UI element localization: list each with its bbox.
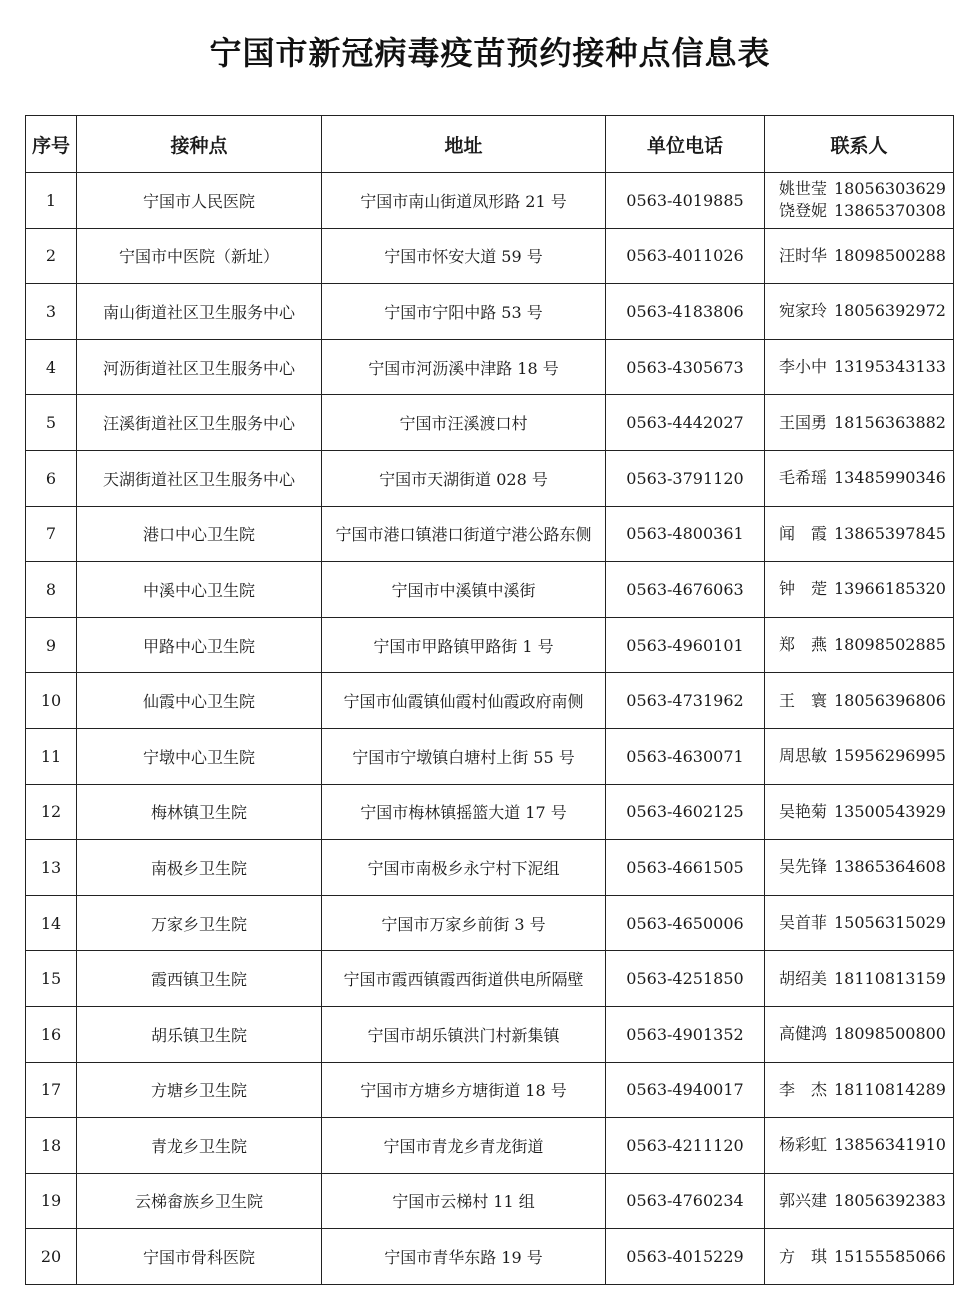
cell-phone: 0563-4602125: [606, 784, 765, 840]
cell-phone: 0563-4251850: [606, 951, 765, 1007]
contact-entry: [765, 745, 953, 767]
contact-entry: [765, 300, 953, 322]
contact-entry: [765, 1246, 953, 1268]
contact-entry: [765, 523, 953, 545]
cell-seq: 13: [26, 840, 77, 896]
cell-contact: [765, 1006, 954, 1062]
contact-entry: [765, 178, 953, 200]
cell-seq: 2: [26, 228, 77, 284]
contact-phone: 13865370308: [834, 201, 946, 221]
contact-name: 吴艳菊: [778, 801, 827, 821]
cell-seq: 9: [26, 617, 77, 673]
cell-phone: 0563-4630071: [606, 728, 765, 784]
cell-site: 宁国市人民医院: [77, 173, 322, 229]
cell-contact: [765, 1173, 954, 1229]
header-address: 地址: [322, 116, 606, 173]
vaccination-sites-table: [25, 115, 954, 1285]
contact-entry: [765, 1079, 953, 1101]
table-row: [26, 617, 954, 673]
contact-name: 姚世莹: [778, 179, 827, 199]
cell-phone: 0563-4211120: [606, 1118, 765, 1174]
cell-seq: 16: [26, 1006, 77, 1062]
cell-address: 宁国市天湖街道 028 号: [322, 450, 606, 506]
cell-site: 万家乡卫生院: [77, 895, 322, 951]
contact-phone: 13485990346: [834, 468, 946, 488]
cell-address: 宁国市汪溪渡口村: [322, 395, 606, 451]
contact-name: 李小中: [778, 357, 827, 377]
cell-address: 宁国市港口镇港口街道宁港公路东侧: [322, 506, 606, 562]
cell-contact: [765, 395, 954, 451]
contact-name: 饶登妮: [778, 201, 827, 221]
contact-phone: 15956296995: [834, 746, 946, 766]
contact-entry: [765, 578, 953, 600]
cell-phone: 0563-4650006: [606, 895, 765, 951]
cell-phone: 0563-4800361: [606, 506, 765, 562]
contact-entry: [765, 856, 953, 878]
cell-seq: 6: [26, 450, 77, 506]
cell-seq: 15: [26, 951, 77, 1007]
cell-address: 宁国市霞西镇霞西街道供电所隔壁: [322, 951, 606, 1007]
contact-phone: 13966185320: [834, 579, 946, 599]
cell-phone: 0563-3791120: [606, 450, 765, 506]
table-row: [26, 339, 954, 395]
contact-entry: [765, 634, 953, 656]
table-row: [26, 1062, 954, 1118]
contact-phone: 18156363882: [834, 412, 946, 432]
table-row: [26, 450, 954, 506]
page-title: 宁国市新冠病毒疫苗预约接种点信息表: [209, 34, 771, 72]
table-row: [26, 1118, 954, 1174]
table-row: [26, 506, 954, 562]
contact-name: 钟 萣: [778, 579, 827, 599]
cell-address: 宁国市甲路镇甲路街 1 号: [322, 617, 606, 673]
cell-address: 宁国市仙霞镇仙霞村仙霞政府南侧: [322, 673, 606, 729]
contact-entry: [765, 1190, 953, 1212]
cell-site: 宁国市骨科医院: [77, 1229, 322, 1285]
cell-contact: [765, 284, 954, 340]
cell-phone: 0563-4901352: [606, 1006, 765, 1062]
cell-address: 宁国市南山街道凤形路 21 号: [322, 173, 606, 229]
contact-phone: 13500543929: [834, 801, 946, 821]
cell-site: 霞西镇卫生院: [77, 951, 322, 1007]
table-row: [26, 840, 954, 896]
cell-contact: [765, 840, 954, 896]
cell-seq: 18: [26, 1118, 77, 1174]
contact-name: 郭兴建: [778, 1190, 827, 1210]
cell-address: 宁国市南极乡永宁村下泥组: [322, 840, 606, 896]
table-row: [26, 1229, 954, 1285]
cell-seq: 14: [26, 895, 77, 951]
cell-contact: [765, 228, 954, 284]
cell-seq: 10: [26, 673, 77, 729]
table-body: [26, 173, 954, 1285]
cell-seq: 8: [26, 562, 77, 618]
cell-seq: 1: [26, 173, 77, 229]
contact-phone: 13865397845: [834, 523, 946, 543]
contact-name: 吴首菲: [778, 913, 827, 933]
table-row: [26, 395, 954, 451]
contact-name: 吴先锋: [778, 857, 827, 877]
cell-seq: 4: [26, 339, 77, 395]
cell-site: 方塘乡卫生院: [77, 1062, 322, 1118]
table-row: [26, 951, 954, 1007]
contact-entry: [765, 245, 953, 267]
cell-address: 宁国市河沥溪中津路 18 号: [322, 339, 606, 395]
contact-phone: 18056392383: [834, 1190, 946, 1210]
contact-phone: 18110814289: [834, 1079, 946, 1099]
cell-phone: 0563-4676063: [606, 562, 765, 618]
contact-phone: 18098502885: [834, 635, 946, 655]
cell-contact: [765, 673, 954, 729]
cell-seq: 12: [26, 784, 77, 840]
cell-address: 宁国市云梯村 11 组: [322, 1173, 606, 1229]
cell-seq: 11: [26, 728, 77, 784]
cell-phone: 0563-4015229: [606, 1229, 765, 1285]
cell-phone: 0563-4661505: [606, 840, 765, 896]
cell-phone: 0563-4731962: [606, 673, 765, 729]
cell-site: 甲路中心卫生院: [77, 617, 322, 673]
contact-entry: [765, 690, 953, 712]
header-contact: 联系人: [765, 116, 954, 173]
cell-site: 青龙乡卫生院: [77, 1118, 322, 1174]
cell-seq: 20: [26, 1229, 77, 1285]
cell-seq: 19: [26, 1173, 77, 1229]
cell-site: 河沥街道社区卫生服务中心: [77, 339, 322, 395]
cell-site: 宁国市中医院（新址）: [77, 228, 322, 284]
cell-seq: 7: [26, 506, 77, 562]
cell-seq: 17: [26, 1062, 77, 1118]
contact-name: 胡绍美: [778, 968, 827, 988]
contact-entry: [765, 412, 953, 434]
cell-contact: [765, 1118, 954, 1174]
contact-phone: 18110813159: [834, 968, 946, 988]
contact-phone: 13195343133: [834, 357, 946, 377]
header-seq: 序号: [26, 116, 77, 173]
contact-name: 周思敏: [778, 746, 827, 766]
contact-phone: 18056396806: [834, 690, 946, 710]
cell-seq: 3: [26, 284, 77, 340]
contact-name: 方 琪: [778, 1246, 827, 1266]
cell-address: 宁国市怀安大道 59 号: [322, 228, 606, 284]
cell-phone: 0563-4442027: [606, 395, 765, 451]
table-row: [26, 284, 954, 340]
cell-phone: 0563-4183806: [606, 284, 765, 340]
cell-contact: [765, 339, 954, 395]
cell-phone: 0563-4305673: [606, 339, 765, 395]
table-row: [26, 228, 954, 284]
cell-address: 宁国市宁墩镇白塘村上街 55 号: [322, 728, 606, 784]
cell-site: 云梯畲族乡卫生院: [77, 1173, 322, 1229]
cell-address: 宁国市青华东路 19 号: [322, 1229, 606, 1285]
cell-site: 南山街道社区卫生服务中心: [77, 284, 322, 340]
cell-contact: [765, 506, 954, 562]
contact-phone: 18056392972: [834, 301, 946, 321]
contact-name: 闻 霞: [778, 523, 827, 543]
cell-contact: [765, 173, 954, 229]
cell-contact: [765, 1062, 954, 1118]
contact-name: 杨彩虹: [778, 1135, 827, 1155]
cell-site: 宁墩中心卫生院: [77, 728, 322, 784]
cell-contact: [765, 562, 954, 618]
cell-site: 仙霞中心卫生院: [77, 673, 322, 729]
cell-address: 宁国市青龙乡青龙街道: [322, 1118, 606, 1174]
contact-name: 汪时华: [778, 245, 827, 265]
contact-phone: 18056303629: [834, 179, 946, 199]
contact-entry: [765, 1023, 953, 1045]
table-row: [26, 173, 954, 229]
contact-name: 郑 燕: [778, 635, 827, 655]
cell-contact: [765, 784, 954, 840]
contact-phone: 15056315029: [834, 913, 946, 933]
contact-entry: [765, 912, 953, 934]
cell-contact: [765, 617, 954, 673]
cell-phone: 0563-4760234: [606, 1173, 765, 1229]
cell-site: 中溪中心卫生院: [77, 562, 322, 618]
cell-site: 胡乐镇卫生院: [77, 1006, 322, 1062]
contact-entry: [765, 801, 953, 823]
cell-phone: 0563-4011026: [606, 228, 765, 284]
contact-phone: 18098500800: [834, 1024, 946, 1044]
cell-address: 宁国市万家乡前街 3 号: [322, 895, 606, 951]
contact-name: 李 杰: [778, 1079, 827, 1099]
contact-entry: [765, 968, 953, 990]
cell-contact: [765, 951, 954, 1007]
cell-contact: [765, 728, 954, 784]
header-phone: 单位电话: [606, 116, 765, 173]
cell-site: 汪溪街道社区卫生服务中心: [77, 395, 322, 451]
cell-site: 梅林镇卫生院: [77, 784, 322, 840]
cell-address: 宁国市方塘乡方塘街道 18 号: [322, 1062, 606, 1118]
table-row: [26, 1006, 954, 1062]
cell-phone: 0563-4019885: [606, 173, 765, 229]
contact-phone: 18098500288: [834, 245, 946, 265]
table-row: [26, 784, 954, 840]
contact-name: 王国勇: [778, 412, 827, 432]
table-row: [26, 895, 954, 951]
cell-contact: [765, 450, 954, 506]
cell-phone: 0563-4960101: [606, 617, 765, 673]
contact-entry: [765, 467, 953, 489]
contact-phone: 15155585066: [834, 1246, 946, 1266]
table-row: [26, 728, 954, 784]
cell-address: 宁国市梅林镇摇篮大道 17 号: [322, 784, 606, 840]
contact-name: 毛希瑶: [778, 468, 827, 488]
table-row: [26, 673, 954, 729]
header-site: 接种点: [77, 116, 322, 173]
cell-contact: [765, 895, 954, 951]
contact-name: 高健鸿: [778, 1024, 827, 1044]
table-row: [26, 1173, 954, 1229]
cell-site: 南极乡卫生院: [77, 840, 322, 896]
contact-entry: [765, 1134, 953, 1156]
contact-phone: 13865364608: [834, 857, 946, 877]
contact-name: 王 寰: [778, 690, 827, 710]
contact-entry: [765, 356, 953, 378]
cell-address: 宁国市胡乐镇洪门村新集镇: [322, 1006, 606, 1062]
cell-address: 宁国市宁阳中路 53 号: [322, 284, 606, 340]
contact-entry: [765, 200, 953, 222]
cell-phone: 0563-4940017: [606, 1062, 765, 1118]
cell-seq: 5: [26, 395, 77, 451]
cell-address: 宁国市中溪镇中溪街: [322, 562, 606, 618]
contact-name: 宛家玲: [778, 301, 827, 321]
table-header-row: [26, 116, 954, 173]
table-row: [26, 562, 954, 618]
cell-site: 港口中心卫生院: [77, 506, 322, 562]
cell-contact: [765, 1229, 954, 1285]
cell-site: 天湖街道社区卫生服务中心: [77, 450, 322, 506]
contact-phone: 13856341910: [834, 1135, 946, 1155]
